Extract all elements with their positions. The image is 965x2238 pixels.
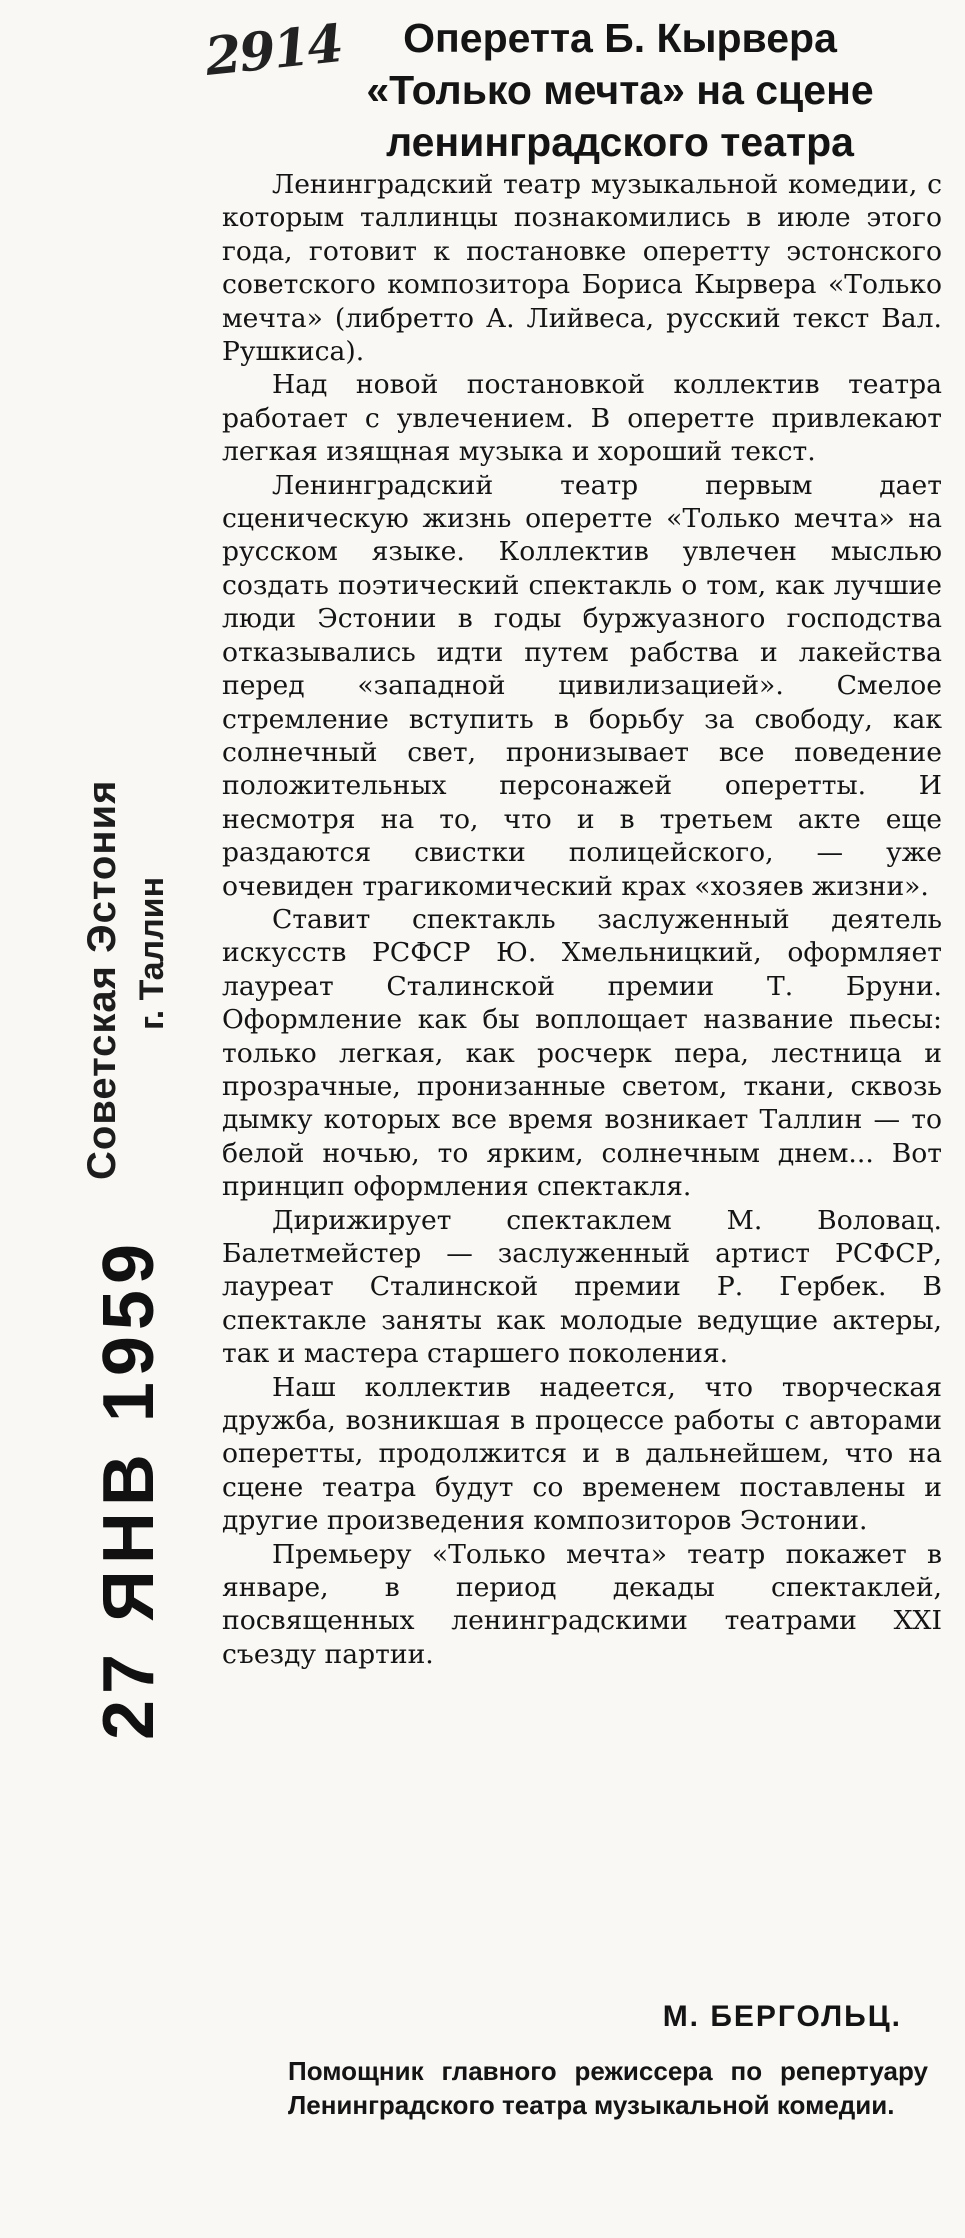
article-paragraph: Премьеру «Только мечта» театр покажет в январе, в период декады спектаклей, посвященных ленинградскими театрами XXI съезду партии. bbox=[222, 1538, 942, 1670]
author-byline: Помощник главного режиссера по репертуару Ленинградского театра музыкальной комедии. bbox=[288, 2056, 928, 2120]
newspaper-stamp bbox=[80, 780, 172, 1180]
handwritten-archive-number: 2914 bbox=[202, 13, 345, 88]
article-paragraph: Наш коллектив надеется, что творческая дружба, возникшая в процессе работы с авторами оперетты, продолжится и в дальнейшем, что на сцене театра будут со временем поставлены и другие произведения композиторов Эстонии. bbox=[222, 1371, 942, 1537]
headline-line: ленинградского театра bbox=[386, 119, 854, 165]
article-paragraph: Ленинградский театр первым дает сценическую жизнь оперетте «Только мечта» на русском языке. Коллектив увлечен мыслью создать поэтический спектакль о том, как лучшие люди Эстонии в годы буржуазного господства отказывались идти путем рабства и лакейства перед «западной цивилизацией». Смелое стремление вступить в борьбу за свободу, как солнечный свет, пронизывает все поведение положительных персонажей оперетты. И несмотря на то, что и в третьем акте еще раздаются свистки полицейского, — уже очевиден трагикомический крах «хозяев жизни». bbox=[222, 469, 942, 902]
author-signature: М. БЕРГОЛЬЦ. bbox=[662, 2000, 902, 2033]
headline-line: «Только мечта» на сцене bbox=[366, 67, 874, 113]
article-body bbox=[222, 168, 942, 1671]
article-paragraph: Ставит спектакль заслуженный деятель искусств РСФСР Ю. Хмельницкий, оформляет лауреат Сталинской премии Т. Бруни. Оформление как бы воплощает название пьесы: только легкая, как росчерк пера, лестница и прозрачные, пронизанные светом, ткани, сквозь дымку которых все время возникает Таллин — то белой ночью, то ярким, солнечным днем... Вот принцип оформления спектакля. bbox=[222, 903, 942, 1203]
stamp-newspaper-name: Советская Эстония bbox=[80, 779, 124, 1180]
date-stamp: 27 ЯНВ 1959 bbox=[89, 1237, 169, 1740]
article-paragraph: Над новой постановкой коллектив театра работает с увлечением. В оперетте привлекают легкая изящная музыка и хороший текст. bbox=[222, 369, 942, 468]
headline-line: Оперетта Б. Кырвера bbox=[403, 15, 837, 61]
article-paragraph: Ленинградский театр музыкальной комедии, с которым таллинцы познакомились в июле этого года, готовит к постановке оперетту эстонского советского композитора Бориса Кырвера «Только мечта» (либретто А. Лийвеса, русский текст Вал. Рушкиса). bbox=[222, 169, 942, 368]
stamp-city: г. Таллин bbox=[133, 876, 171, 1030]
article-headline bbox=[300, 12, 940, 168]
article-paragraph: Дирижирует спектаклем М. Воловац. Балетмейстер — заслуженный артист РСФСР, лауреат Сталинской премии Р. Гербек. В спектакле заняты как молодые ведущие актеры, так и мастера старшего поколения. bbox=[222, 1204, 942, 1370]
